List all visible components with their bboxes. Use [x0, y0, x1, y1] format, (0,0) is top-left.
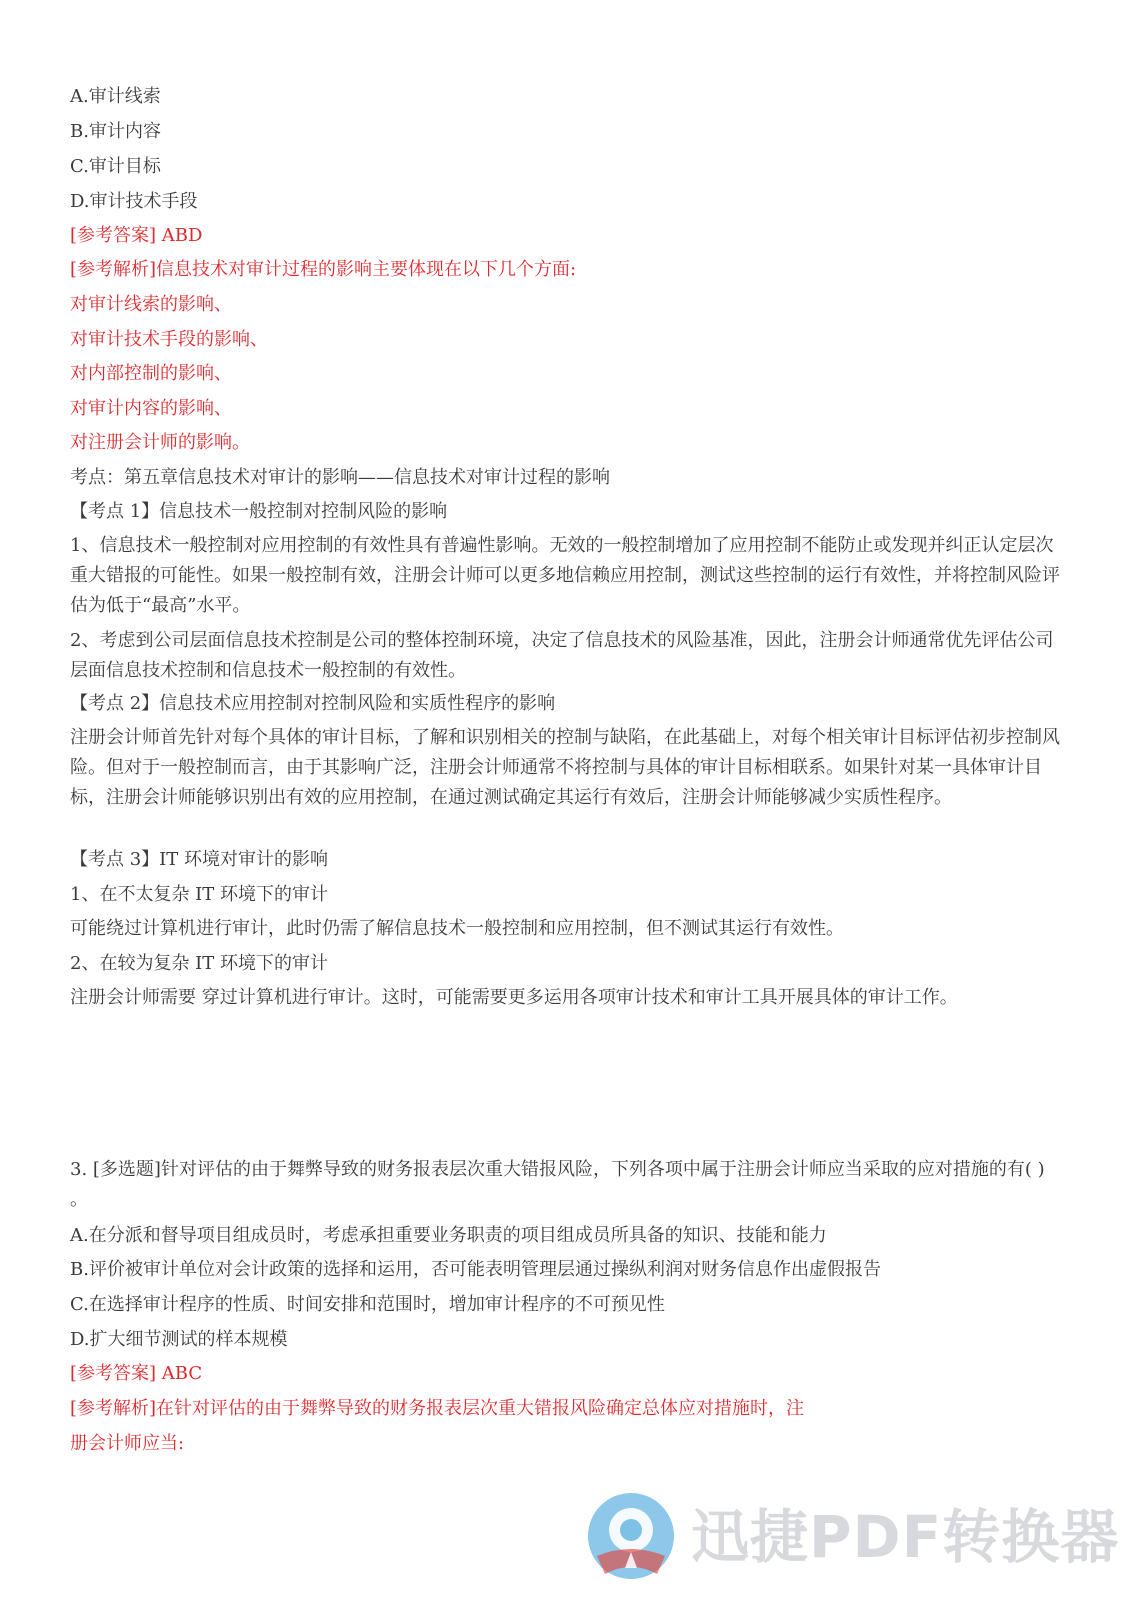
q2-answer: [参考答案] ABD	[70, 225, 203, 246]
kp3-subheading-1: 1、在不太复杂 IT 环境下的审计	[70, 884, 329, 905]
q2-option-a: A.审计线索	[70, 86, 161, 107]
q3-explanation-line-1: [参考解析]在针对评估的由于舞弊导致的财务报表层次重大错报风险确定总体应对措施时，注	[70, 1398, 805, 1419]
converter-logo-icon	[585, 1490, 677, 1582]
kp1-heading: 【考点 1】信息技术一般控制对控制风险的影响	[70, 501, 448, 522]
kp3-subheading-2: 2、在较为复杂 IT 环境下的审计	[70, 953, 329, 974]
watermark	[585, 1490, 1120, 1590]
kp3-text-2: 注册会计师需要 穿过计算机进行审计。这时，可能需要更多运用各项审计技术和审计工具开展具体的审计工作。	[70, 987, 958, 1008]
kp2-paragraph: 注册会计师首先针对每个具体的审计目标，了解和识别相关的控制与缺陷，在此基础上，对每个相关审计目标评估初步控制风险。但对于一般控制而言，由于其影响广泛，注册会计师通常不将控制与具体的审计目标相联系。如果针对某一具体审计目标，注册会计师能够识别出有效的应用控制，在通过测试确定其运行有效后，注册会计师能够减少实质性程序。	[70, 727, 1060, 808]
q3-option-c: C.在选择审计程序的性质、时间安排和范围时，增加审计程序的不可预见性	[70, 1294, 665, 1315]
kp3-text-1: 可能绕过计算机进行审计，此时仍需了解信息技术一般控制和应用控制，但不测试其运行有效性。	[70, 918, 844, 939]
kp1-paragraph-1: 1、信息技术一般控制对应用控制的有效性具有普遍性影响。无效的一般控制增加了应用控制不能防止或发现并纠正认定层次重大错报的可能性。如果一般控制有效，注册会计师可以更多地信赖应用控制，测试这些控制的运行有效性，并将控制风险评估为低于“最高”水平。	[70, 535, 1060, 616]
kp3-heading: 【考点 3】IT 环境对审计的影响	[70, 849, 329, 870]
q3-stem: 3. [多选题]针对评估的由于舞弊导致的财务报表层次重大错报风险，下列各项中属于注册会计师应当采取的应对措施的有( ) 。	[70, 1159, 1045, 1210]
q3-option-b: B.评价被审计单位对会计政策的选择和运用，否可能表明管理层通过操纵利润对财务信息作出虚假报告	[70, 1259, 881, 1280]
q2-explanation-item: 对审计内容的影响、	[70, 398, 232, 419]
topic-line: 考点：第五章信息技术对审计的影响——信息技术对审计过程的影响	[70, 467, 610, 488]
q2-option-c: C.审计目标	[70, 156, 161, 177]
q2-explanation-item: 对注册会计师的影响。	[70, 432, 250, 453]
q2-option-d: D.审计技术手段	[70, 191, 198, 212]
q3-option-a: A.在分派和督导项目组成员时，考虑承担重要业务职责的项目组成员所具备的知识、技能和能力	[70, 1225, 827, 1246]
q2-explanation-item: 对审计技术手段的影响、	[70, 329, 268, 350]
q2-explanation-item: 对审计线索的影响、	[70, 294, 232, 315]
kp2-heading: 【考点 2】信息技术应用控制对控制风险和实质性程序的影响	[70, 693, 556, 714]
q2-explanation-item: 对内部控制的影响、	[70, 363, 232, 384]
q2-option-b: B.审计内容	[70, 121, 161, 142]
q3-answer: [参考答案] ABC	[70, 1363, 203, 1384]
q3-option-d: D.扩大细节测试的样本规模	[70, 1329, 288, 1350]
q3-explanation-line-2: 册会计师应当:	[70, 1433, 185, 1454]
watermark-text: 迅捷PDF转换器	[691, 1503, 1120, 1571]
q2-explanation-title: [参考解析]信息技术对审计过程的影响主要体现在以下几个方面:	[70, 259, 577, 280]
kp1-paragraph-2: 2、考虑到公司层面信息技术控制是公司的整体控制环境，决定了信息技术的风险基准，因此，注册会计师通常优先评估公司层面信息技术控制和信息技术一般控制的有效性。	[70, 630, 1054, 681]
